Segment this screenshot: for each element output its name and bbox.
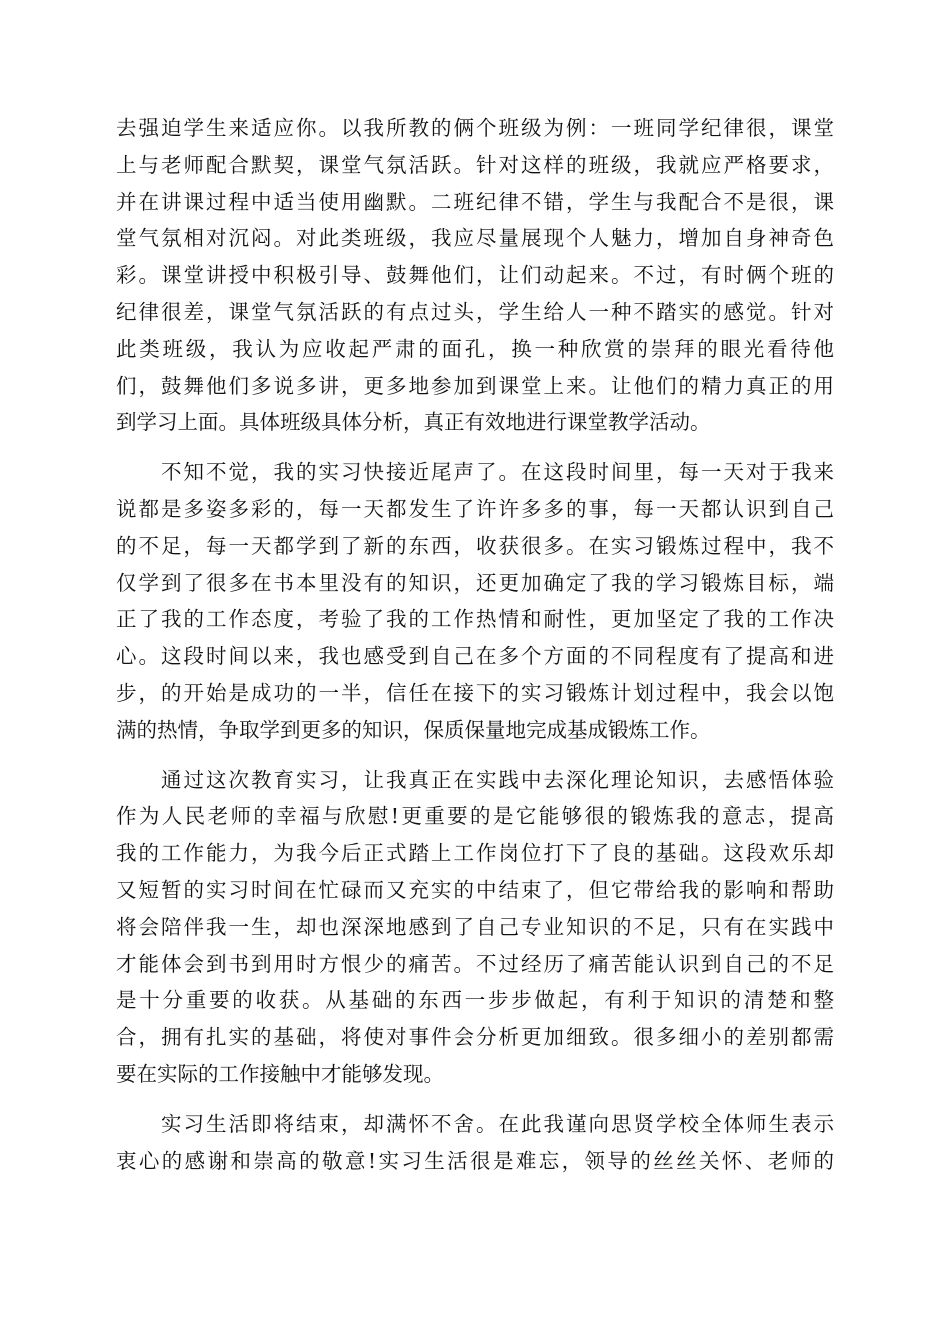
text-line: 我的工作能力，为我今后正式踏上工作岗位打下了良的基础。这段欢乐却 <box>116 841 834 866</box>
text-line: 去强迫学生来适应你。以我所教的俩个班级为例：一班同学纪律很，课堂 <box>116 116 834 140</box>
text-line: 彩。课堂讲授中积极引导、鼓舞他们，让们动起来。不过，有时俩个班的 <box>116 263 834 288</box>
text-line: 此类班级，我认为应收起严肃的面孔，换一种欣赏的崇拜的眼光看待他 <box>116 336 834 361</box>
text-line: 步，的开始是成功的一半，信任在接下的实习锻炼计划过程中，我会以饱 <box>116 680 834 705</box>
text-line: 到学习上面。具体班级具体分析，真正有效地进行课堂教学活动。 <box>116 410 711 435</box>
document-page <box>116 110 834 1192</box>
text-line: 的不足，每一天都学到了新的东西，收获很多。在实习锻炼过程中，我不 <box>116 533 834 558</box>
paragraph-1 <box>116 110 834 441</box>
text-line: 衷心的感谢和崇高的敬意!实习生活很是难忘，领导的丝丝关怀、老师的 <box>116 1148 834 1173</box>
text-line: 说都是多姿多彩的，每一天都发生了许许多多的事，每一天都认识到自己 <box>116 496 834 521</box>
text-line: 正了我的工作态度，考验了我的工作热情和耐性，更加坚定了我的工作决 <box>116 607 834 632</box>
text-line: 并在讲课过程中适当使用幽默。二班纪律不错，学生与我配合不是很，课 <box>116 189 834 214</box>
paragraph-2 <box>116 454 834 748</box>
text-line: 满的热情，争取学到更多的知识，保质保量地完成基成锻炼工作。 <box>116 717 711 742</box>
text-line: 实习生活即将结束，却满怀不舍。在此我谨向思贤学校全体师生表示 <box>116 1111 834 1136</box>
text-line: 作为人民老师的幸福与欣慰!更重要的是它能够很的锻炼我的意志，提高 <box>116 804 834 829</box>
text-line: 是十分重要的收获。从基础的东西一步步做起，有利于知识的清楚和整 <box>116 988 834 1013</box>
text-line: 们，鼓舞他们多说多讲，更多地参加到课堂上来。让他们的精力真正的用 <box>116 373 834 398</box>
text-line: 不知不觉，我的实习快接近尾声了。在这段时间里，每一天对于我来 <box>116 460 834 485</box>
text-line: 仅学到了很多在书本里没有的知识，还更加确定了我的学习锻炼目标，端 <box>116 570 834 595</box>
text-line: 才能体会到书到用时方恨少的痛苦。不过经历了痛苦能认识到自己的不足 <box>116 951 834 976</box>
text-line: 又短暂的实习时间在忙碌而又充实的中结束了，但它带给我的影响和帮助 <box>116 877 834 902</box>
text-line: 合，拥有扎实的基础，将使对事件会分析更加细致。很多细小的差别都需 <box>116 1025 834 1050</box>
text-line: 心。这段时间以来，我也感受到自己在多个方面的不同程度有了提高和进 <box>116 644 834 669</box>
text-line: 上与老师配合默契，课堂气氛活跃。针对这样的班级，我就应严格要求， <box>116 152 834 177</box>
text-line: 堂气氛相对沉闷。对此类班级，我应尽量展现个人魅力，增加自身神奇色 <box>116 226 834 251</box>
text-line: 纪律很差，课堂气氛活跃的有点过头，学生给人一种不踏实的感觉。针对 <box>116 299 834 324</box>
text-line: 要在实际的工作接触中才能够发现。 <box>116 1061 444 1086</box>
paragraph-3 <box>116 762 834 1093</box>
text-line: 将会陪伴我一生，却也深深地感到了自己专业知识的不足，只有在实践中 <box>116 914 834 939</box>
text-line: 通过这次教育实习，让我真正在实践中去深化理论知识，去感悟体验 <box>116 767 834 792</box>
paragraph-4 <box>116 1106 834 1180</box>
